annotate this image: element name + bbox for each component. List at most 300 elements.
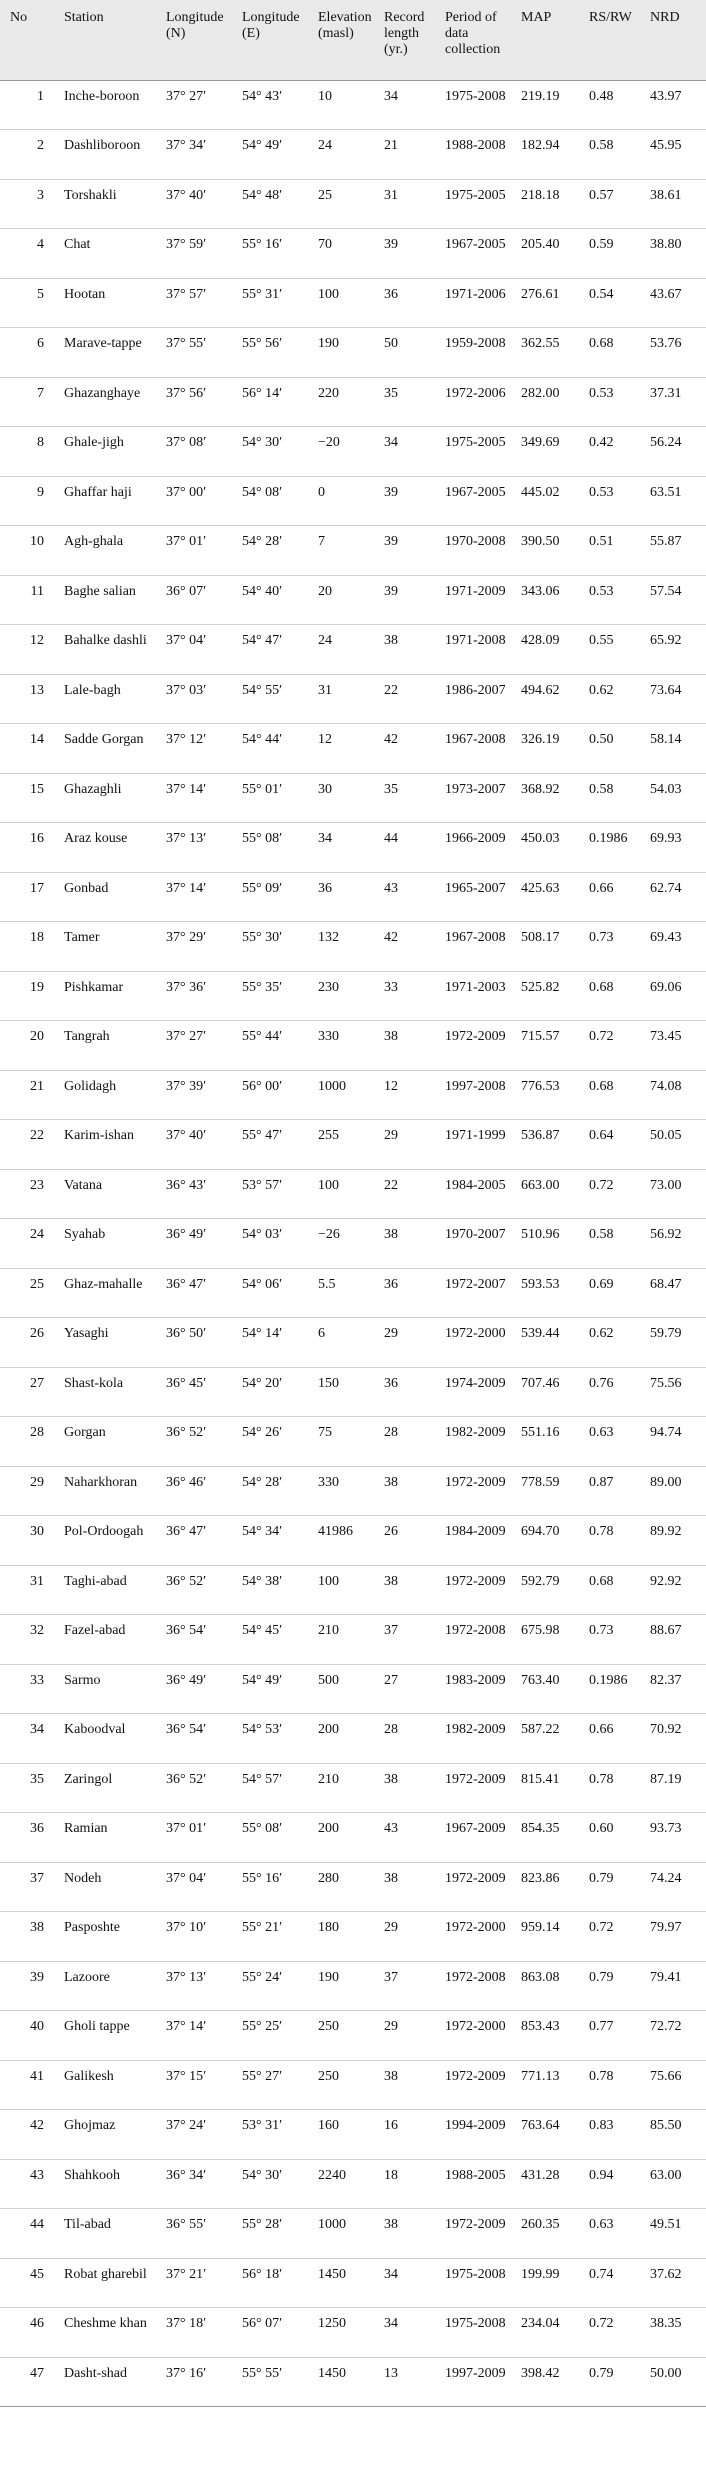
cell-elevation: 1000 — [315, 1070, 381, 1120]
cell-longitude: 54° 06′ — [239, 1268, 315, 1318]
cell-station: Pol-Ordoogah — [52, 1516, 163, 1566]
cell-station: Ghazanghaye — [52, 377, 163, 427]
cell-rsrw: 0.66 — [586, 1714, 647, 1764]
cell-map: 587.22 — [518, 1714, 586, 1764]
table-row — [0, 575, 706, 625]
cell-station: Yasaghi — [52, 1318, 163, 1368]
cell-latitude: 37° 15′ — [163, 2060, 239, 2110]
cell-longitude: 55° 25′ — [239, 2011, 315, 2061]
cell-period: 1966-2009 — [442, 823, 518, 873]
cell-station: Agh-ghala — [52, 526, 163, 576]
table-row — [0, 1417, 706, 1467]
cell-record-length: 35 — [381, 377, 442, 427]
cell-latitude: 37° 01′ — [163, 526, 239, 576]
cell-record-length: 29 — [381, 1318, 442, 1368]
cell-map: 854.35 — [518, 1813, 586, 1863]
cell-nrd: 92.92 — [647, 1565, 706, 1615]
cell-map: 276.61 — [518, 278, 586, 328]
cell-rsrw: 0.1986 — [586, 823, 647, 873]
cell-rsrw: 0.1986 — [586, 1664, 647, 1714]
cell-no: 41 — [0, 2060, 52, 2110]
cell-period: 1967-2009 — [442, 1813, 518, 1863]
cell-nrd: 89.00 — [647, 1466, 706, 1516]
cell-latitude: 36° 54′ — [163, 1714, 239, 1764]
cell-nrd: 70.92 — [647, 1714, 706, 1764]
cell-station: Ghaz-mahalle — [52, 1268, 163, 1318]
cell-nrd: 79.41 — [647, 1961, 706, 2011]
cell-rsrw: 0.68 — [586, 1070, 647, 1120]
cell-nrd: 72.72 — [647, 2011, 706, 2061]
cell-rsrw: 0.58 — [586, 130, 647, 180]
cell-longitude: 53° 31′ — [239, 2110, 315, 2160]
cell-map: 771.13 — [518, 2060, 586, 2110]
table-row — [0, 476, 706, 526]
cell-map: 260.35 — [518, 2209, 586, 2259]
cell-longitude: 55° 55′ — [239, 2357, 315, 2407]
cell-map: 763.40 — [518, 1664, 586, 1714]
cell-latitude: 36° 55′ — [163, 2209, 239, 2259]
cell-period: 1971-2009 — [442, 575, 518, 625]
cell-no: 5 — [0, 278, 52, 328]
cell-record-length: 13 — [381, 2357, 442, 2407]
table-row — [0, 229, 706, 279]
cell-record-length: 34 — [381, 80, 442, 130]
cell-no: 43 — [0, 2159, 52, 2209]
cell-record-length: 37 — [381, 1615, 442, 1665]
cell-period: 1988-2008 — [442, 130, 518, 180]
cell-record-length: 38 — [381, 2209, 442, 2259]
cell-elevation: 1450 — [315, 2258, 381, 2308]
cell-map: 763.64 — [518, 2110, 586, 2160]
cell-station: Gorgan — [52, 1417, 163, 1467]
cell-elevation: 41986 — [315, 1516, 381, 1566]
cell-period: 1967-2008 — [442, 922, 518, 972]
cell-latitude: 37° 40′ — [163, 1120, 239, 1170]
cell-no: 36 — [0, 1813, 52, 1863]
cell-nrd: 57.54 — [647, 575, 706, 625]
cell-nrd: 56.24 — [647, 427, 706, 477]
cell-latitude: 37° 14′ — [163, 2011, 239, 2061]
cell-longitude: 54° 47′ — [239, 625, 315, 675]
table-row — [0, 1367, 706, 1417]
cell-map: 343.06 — [518, 575, 586, 625]
cell-nrd: 54.03 — [647, 773, 706, 823]
cell-period: 1982-2009 — [442, 1714, 518, 1764]
table-row — [0, 773, 706, 823]
cell-map: 282.00 — [518, 377, 586, 427]
table-row — [0, 872, 706, 922]
cell-elevation: 36 — [315, 872, 381, 922]
table-row — [0, 278, 706, 328]
table-row — [0, 1615, 706, 1665]
cell-map: 551.16 — [518, 1417, 586, 1467]
cell-period: 1972-2000 — [442, 2011, 518, 2061]
cell-rsrw: 0.78 — [586, 1516, 647, 1566]
cell-no: 1 — [0, 80, 52, 130]
cell-map: 675.98 — [518, 1615, 586, 1665]
cell-elevation: 200 — [315, 1813, 381, 1863]
cell-rsrw: 0.77 — [586, 2011, 647, 2061]
cell-record-length: 44 — [381, 823, 442, 873]
cell-period: 1973-2007 — [442, 773, 518, 823]
cell-elevation: 12 — [315, 724, 381, 774]
cell-station: Shahkooh — [52, 2159, 163, 2209]
cell-record-length: 22 — [381, 1169, 442, 1219]
cell-map: 694.70 — [518, 1516, 586, 1566]
cell-rsrw: 0.68 — [586, 328, 647, 378]
cell-nrd: 75.56 — [647, 1367, 706, 1417]
cell-latitude: 37° 24′ — [163, 2110, 239, 2160]
cell-longitude: 56° 14′ — [239, 377, 315, 427]
table-row — [0, 377, 706, 427]
cell-elevation: 30 — [315, 773, 381, 823]
cell-map: 428.09 — [518, 625, 586, 675]
table-row — [0, 1268, 706, 1318]
cell-record-length: 39 — [381, 575, 442, 625]
cell-longitude: 54° 48′ — [239, 179, 315, 229]
cell-record-length: 38 — [381, 1565, 442, 1615]
cell-longitude: 54° 49′ — [239, 130, 315, 180]
cell-map: 450.03 — [518, 823, 586, 873]
cell-station: Robat gharebil — [52, 2258, 163, 2308]
cell-no: 10 — [0, 526, 52, 576]
header-record-length: Record length (yr.) — [381, 0, 442, 80]
cell-longitude: 54° 55′ — [239, 674, 315, 724]
table-row — [0, 328, 706, 378]
table-row — [0, 80, 706, 130]
cell-latitude: 36° 34′ — [163, 2159, 239, 2209]
cell-period: 1972-2000 — [442, 1318, 518, 1368]
cell-rsrw: 0.79 — [586, 1961, 647, 2011]
cell-station: Araz kouse — [52, 823, 163, 873]
cell-longitude: 54° 40′ — [239, 575, 315, 625]
cell-record-length: 39 — [381, 526, 442, 576]
cell-period: 1970-2008 — [442, 526, 518, 576]
cell-no: 2 — [0, 130, 52, 180]
cell-map: 349.69 — [518, 427, 586, 477]
cell-record-length: 16 — [381, 2110, 442, 2160]
cell-nrd: 65.92 — [647, 625, 706, 675]
cell-record-length: 35 — [381, 773, 442, 823]
cell-elevation: 7 — [315, 526, 381, 576]
table-row — [0, 724, 706, 774]
cell-map: 815.41 — [518, 1763, 586, 1813]
cell-elevation: 160 — [315, 2110, 381, 2160]
cell-elevation: 500 — [315, 1664, 381, 1714]
cell-record-length: 27 — [381, 1664, 442, 1714]
cell-record-length: 12 — [381, 1070, 442, 1120]
cell-elevation: 70 — [315, 229, 381, 279]
table-row — [0, 427, 706, 477]
cell-record-length: 29 — [381, 1120, 442, 1170]
cell-period: 1959-2008 — [442, 328, 518, 378]
cell-record-length: 36 — [381, 1367, 442, 1417]
cell-elevation: 200 — [315, 1714, 381, 1764]
cell-no: 9 — [0, 476, 52, 526]
cell-latitude: 37° 03′ — [163, 674, 239, 724]
cell-nrd: 50.05 — [647, 1120, 706, 1170]
cell-elevation: 1450 — [315, 2357, 381, 2407]
cell-rsrw: 0.55 — [586, 625, 647, 675]
cell-no: 44 — [0, 2209, 52, 2259]
cell-period: 1975-2005 — [442, 427, 518, 477]
cell-no: 40 — [0, 2011, 52, 2061]
cell-map: 219.19 — [518, 80, 586, 130]
cell-period: 1974-2009 — [442, 1367, 518, 1417]
cell-period: 1972-2009 — [442, 2209, 518, 2259]
cell-map: 199.99 — [518, 2258, 586, 2308]
cell-nrd: 73.64 — [647, 674, 706, 724]
cell-no: 38 — [0, 1912, 52, 1962]
cell-station: Torshakli — [52, 179, 163, 229]
cell-no: 23 — [0, 1169, 52, 1219]
table-row — [0, 526, 706, 576]
cell-station: Baghe salian — [52, 575, 163, 625]
cell-map: 959.14 — [518, 1912, 586, 1962]
cell-rsrw: 0.59 — [586, 229, 647, 279]
cell-record-length: 39 — [381, 229, 442, 279]
cell-period: 1972-2009 — [442, 1021, 518, 1071]
cell-period: 1972-2008 — [442, 1615, 518, 1665]
header-longitude: Longitude (E) — [239, 0, 315, 80]
cell-elevation: 230 — [315, 971, 381, 1021]
cell-nrd: 89.92 — [647, 1516, 706, 1566]
cell-period: 1972-2009 — [442, 1862, 518, 1912]
cell-elevation: 190 — [315, 328, 381, 378]
cell-station: Cheshme khan — [52, 2308, 163, 2358]
cell-map: 707.46 — [518, 1367, 586, 1417]
cell-no: 12 — [0, 625, 52, 675]
cell-map: 425.63 — [518, 872, 586, 922]
cell-longitude: 54° 20′ — [239, 1367, 315, 1417]
cell-latitude: 36° 49′ — [163, 1219, 239, 1269]
table-row — [0, 823, 706, 873]
cell-latitude: 37° 10′ — [163, 1912, 239, 1962]
cell-map: 593.53 — [518, 1268, 586, 1318]
cell-period: 1997-2009 — [442, 2357, 518, 2407]
header-nrd: NRD — [647, 0, 706, 80]
cell-rsrw: 0.53 — [586, 575, 647, 625]
cell-nrd: 43.67 — [647, 278, 706, 328]
cell-elevation: 220 — [315, 377, 381, 427]
cell-latitude: 37° 40′ — [163, 179, 239, 229]
table-row — [0, 1021, 706, 1071]
cell-no: 27 — [0, 1367, 52, 1417]
cell-rsrw: 0.63 — [586, 2209, 647, 2259]
cell-rsrw: 0.79 — [586, 2357, 647, 2407]
cell-elevation: 100 — [315, 1169, 381, 1219]
cell-map: 823.86 — [518, 1862, 586, 1912]
cell-station: Hootan — [52, 278, 163, 328]
cell-latitude: 37° 27′ — [163, 80, 239, 130]
cell-map: 218.18 — [518, 179, 586, 229]
cell-elevation: 250 — [315, 2060, 381, 2110]
cell-latitude: 37° 18′ — [163, 2308, 239, 2358]
cell-longitude: 54° 28′ — [239, 1466, 315, 1516]
cell-elevation: 75 — [315, 1417, 381, 1467]
cell-no: 30 — [0, 1516, 52, 1566]
cell-record-length: 21 — [381, 130, 442, 180]
table-row — [0, 1219, 706, 1269]
cell-map: 205.40 — [518, 229, 586, 279]
cell-record-length: 31 — [381, 179, 442, 229]
cell-rsrw: 0.57 — [586, 179, 647, 229]
cell-map: 398.42 — [518, 2357, 586, 2407]
table-row — [0, 674, 706, 724]
cell-latitude: 37° 16′ — [163, 2357, 239, 2407]
cell-no: 13 — [0, 674, 52, 724]
cell-map: 368.92 — [518, 773, 586, 823]
cell-map: 778.59 — [518, 1466, 586, 1516]
cell-map: 525.82 — [518, 971, 586, 1021]
cell-map: 326.19 — [518, 724, 586, 774]
cell-longitude: 54° 03′ — [239, 1219, 315, 1269]
cell-no: 19 — [0, 971, 52, 1021]
cell-map: 445.02 — [518, 476, 586, 526]
cell-map: 539.44 — [518, 1318, 586, 1368]
cell-longitude: 55° 30′ — [239, 922, 315, 972]
cell-station: Sadde Gorgan — [52, 724, 163, 774]
cell-station: Ramian — [52, 1813, 163, 1863]
cell-longitude: 55° 16′ — [239, 229, 315, 279]
cell-latitude: 37° 04′ — [163, 1862, 239, 1912]
cell-latitude: 36° 50′ — [163, 1318, 239, 1368]
table-row — [0, 1466, 706, 1516]
cell-rsrw: 0.83 — [586, 2110, 647, 2160]
cell-latitude: 37° 59′ — [163, 229, 239, 279]
table-row — [0, 2159, 706, 2209]
cell-nrd: 38.61 — [647, 179, 706, 229]
cell-record-length: 43 — [381, 1813, 442, 1863]
table-row — [0, 2258, 706, 2308]
cell-station: Syahab — [52, 1219, 163, 1269]
cell-map: 592.79 — [518, 1565, 586, 1615]
cell-no: 6 — [0, 328, 52, 378]
cell-nrd: 62.74 — [647, 872, 706, 922]
cell-nrd: 75.66 — [647, 2060, 706, 2110]
table-row — [0, 971, 706, 1021]
cell-station: Ghale-jigh — [52, 427, 163, 477]
cell-period: 1994-2009 — [442, 2110, 518, 2160]
cell-elevation: 100 — [315, 1565, 381, 1615]
cell-station: Gholi tappe — [52, 2011, 163, 2061]
cell-station: Gonbad — [52, 872, 163, 922]
cell-latitude: 37° 36′ — [163, 971, 239, 1021]
table-row — [0, 1763, 706, 1813]
cell-rsrw: 0.53 — [586, 377, 647, 427]
cell-latitude: 37° 55′ — [163, 328, 239, 378]
cell-latitude: 37° 21′ — [163, 2258, 239, 2308]
cell-station: Galikesh — [52, 2060, 163, 2110]
cell-station: Marave-tappe — [52, 328, 163, 378]
cell-record-length: 38 — [381, 1763, 442, 1813]
cell-nrd: 82.37 — [647, 1664, 706, 1714]
cell-nrd: 63.00 — [647, 2159, 706, 2209]
table-row — [0, 2357, 706, 2407]
cell-period: 1972-2008 — [442, 1961, 518, 2011]
cell-no: 3 — [0, 179, 52, 229]
cell-elevation: 24 — [315, 625, 381, 675]
cell-longitude: 55° 56′ — [239, 328, 315, 378]
cell-record-length: 42 — [381, 724, 442, 774]
cell-period: 1972-2000 — [442, 1912, 518, 1962]
header-station: Station — [52, 0, 163, 80]
cell-period: 1986-2007 — [442, 674, 518, 724]
table-row — [0, 1318, 706, 1368]
cell-no: 46 — [0, 2308, 52, 2358]
header-elevation: Elevation (masl) — [315, 0, 381, 80]
cell-longitude: 54° 38′ — [239, 1565, 315, 1615]
cell-station: Fazel-abad — [52, 1615, 163, 1665]
cell-no: 31 — [0, 1565, 52, 1615]
cell-nrd: 59.79 — [647, 1318, 706, 1368]
cell-record-length: 38 — [381, 2060, 442, 2110]
cell-longitude: 55° 08′ — [239, 823, 315, 873]
cell-rsrw: 0.63 — [586, 1417, 647, 1467]
table-body — [0, 80, 706, 2407]
cell-longitude: 54° 30′ — [239, 427, 315, 477]
cell-period: 1971-2003 — [442, 971, 518, 1021]
cell-latitude: 37° 00′ — [163, 476, 239, 526]
cell-elevation: 34 — [315, 823, 381, 873]
cell-rsrw: 0.62 — [586, 1318, 647, 1368]
cell-station: Shast-kola — [52, 1367, 163, 1417]
cell-station: Pasposhte — [52, 1912, 163, 1962]
cell-no: 37 — [0, 1862, 52, 1912]
cell-rsrw: 0.60 — [586, 1813, 647, 1863]
header-no: No — [0, 0, 52, 80]
cell-rsrw: 0.69 — [586, 1268, 647, 1318]
cell-longitude: 55° 01′ — [239, 773, 315, 823]
cell-station: Lazoore — [52, 1961, 163, 2011]
cell-rsrw: 0.73 — [586, 1615, 647, 1665]
cell-rsrw: 0.94 — [586, 2159, 647, 2209]
cell-no: 34 — [0, 1714, 52, 1764]
cell-nrd: 79.97 — [647, 1912, 706, 1962]
cell-station: Ghojmaz — [52, 2110, 163, 2160]
cell-period: 1982-2009 — [442, 1417, 518, 1467]
table-row — [0, 2308, 706, 2358]
cell-longitude: 55° 28′ — [239, 2209, 315, 2259]
cell-no: 4 — [0, 229, 52, 279]
cell-elevation: 330 — [315, 1021, 381, 1071]
cell-longitude: 54° 26′ — [239, 1417, 315, 1467]
cell-station: Til-abad — [52, 2209, 163, 2259]
cell-nrd: 87.19 — [647, 1763, 706, 1813]
cell-no: 7 — [0, 377, 52, 427]
cell-period: 1972-2009 — [442, 1565, 518, 1615]
cell-record-length: 38 — [381, 625, 442, 675]
cell-elevation: 210 — [315, 1615, 381, 1665]
cell-station: Pishkamar — [52, 971, 163, 1021]
cell-period: 1967-2005 — [442, 476, 518, 526]
table-row — [0, 1169, 706, 1219]
cell-map: 431.28 — [518, 2159, 586, 2209]
cell-longitude: 56° 00′ — [239, 1070, 315, 1120]
cell-period: 1971-2006 — [442, 278, 518, 328]
cell-period: 1975-2008 — [442, 80, 518, 130]
cell-nrd: 93.73 — [647, 1813, 706, 1863]
cell-nrd: 49.51 — [647, 2209, 706, 2259]
cell-no: 8 — [0, 427, 52, 477]
cell-latitude: 37° 56′ — [163, 377, 239, 427]
cell-rsrw: 0.42 — [586, 427, 647, 477]
cell-rsrw: 0.72 — [586, 1169, 647, 1219]
cell-nrd: 74.08 — [647, 1070, 706, 1120]
cell-elevation: 190 — [315, 1961, 381, 2011]
cell-nrd: 56.92 — [647, 1219, 706, 1269]
cell-latitude: 37° 27′ — [163, 1021, 239, 1071]
